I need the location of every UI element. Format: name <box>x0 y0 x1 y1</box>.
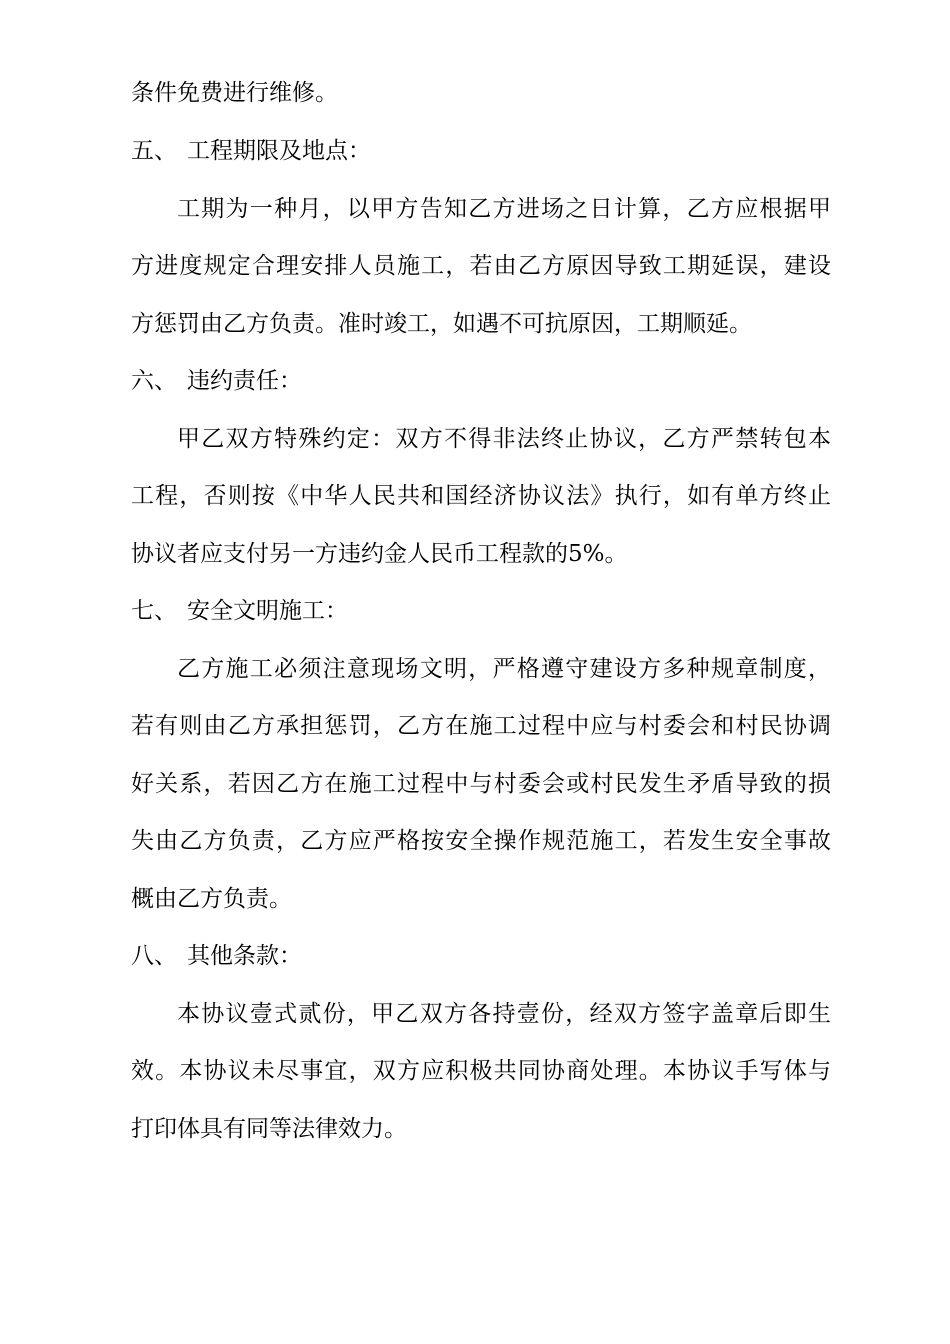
section-heading-7 <box>131 596 831 626</box>
body-line: 概由乙方负责。 <box>131 886 292 912</box>
body-line: 方惩罚由乙方负责。准时竣工，如遇不可抗原因，工期顺延。 <box>131 311 752 337</box>
section-number: 五、 <box>131 138 177 164</box>
body-line: 失由乙方负责，乙方应严格按安全操作规范施工，若发生安全事故 <box>131 828 831 854</box>
section-title: 违约责任： <box>187 368 302 394</box>
body-line: 工期为一种月，以甲方告知乙方进场之日计算，乙方应根据甲 <box>177 196 831 222</box>
body-line: 本协议壹式贰份，甲乙双方各持壹份，经双方签字盖章后即生 <box>177 1001 831 1027</box>
section-title: 安全文明施工： <box>187 598 348 624</box>
section-title: 工程期限及地点： <box>187 138 371 164</box>
section-number: 七、 <box>131 598 177 624</box>
body-line: 效。本协议未尽事宜，双方应积极共同协商处理。本协议手写体与 <box>131 1058 831 1084</box>
section-title: 其他条款： <box>187 943 302 969</box>
body-line: 打印体具有同等法律效力。 <box>131 1116 407 1142</box>
section-number: 八、 <box>131 943 177 969</box>
body-line: 甲乙双方特殊约定：双方不得非法终止协议，乙方严禁转包本 <box>177 426 831 452</box>
body-line: 好关系，若因乙方在施工过程中与村委会或村民发生矛盾导致的损 <box>131 771 831 797</box>
body-line: 方进度规定合理安排人员施工，若由乙方原因导致工期延误，建设 <box>131 253 831 279</box>
section-heading-5 <box>131 136 831 166</box>
body-line: 工程，否则按《中华人民共和国经济协议法》执行，如有单方终止 <box>131 483 831 509</box>
body-line: 条件免费进行维修。 <box>131 80 338 106</box>
body-line: 若有则由乙方承担惩罚，乙方在施工过程中应与村委会和村民协调 <box>131 713 831 739</box>
body-line: 协议者应支付另一方违约金人民币工程款的5%。 <box>131 541 628 567</box>
body-line: 乙方施工必须注意现场文明，严格遵守建设方多种规章制度， <box>177 656 831 682</box>
section-heading-6 <box>131 366 831 396</box>
section-number: 六、 <box>131 368 177 394</box>
section-heading-8 <box>131 941 831 971</box>
